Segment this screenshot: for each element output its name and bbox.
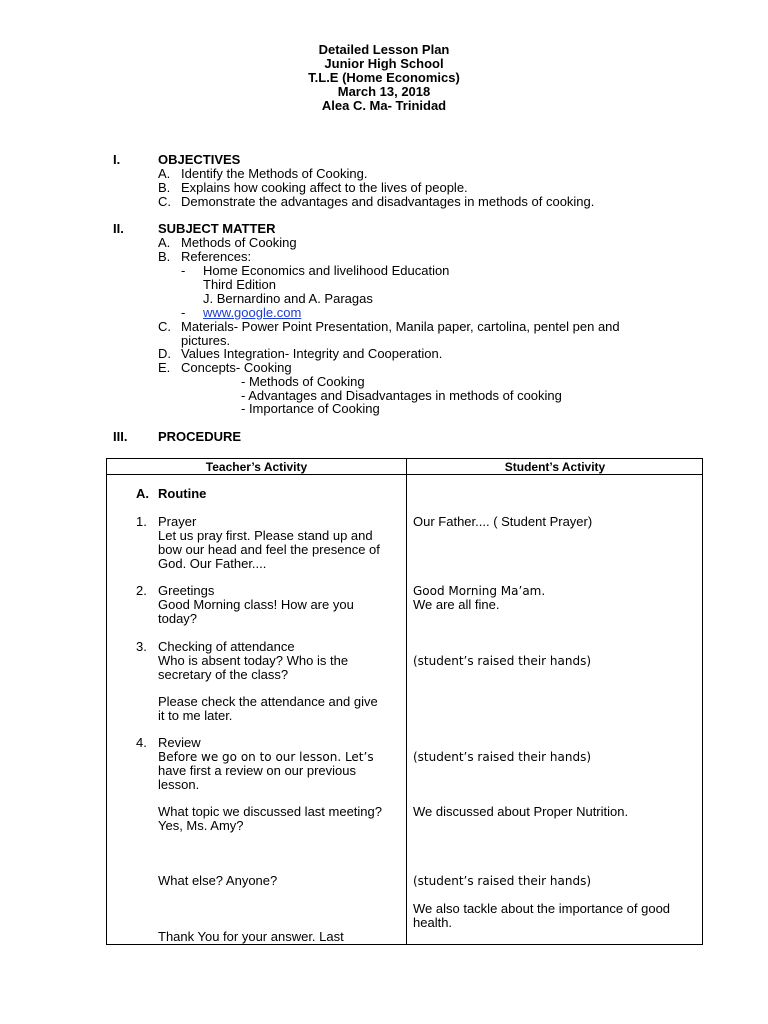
subject-matter-number: II. bbox=[113, 221, 124, 236]
header-divider bbox=[107, 474, 702, 475]
subject-matter-heading: SUBJECT MATTER bbox=[158, 221, 276, 236]
student-response: (student’s raised their hands) bbox=[413, 654, 592, 668]
teacher-text: lesson. bbox=[158, 777, 200, 792]
procedure-number: III. bbox=[113, 429, 128, 444]
concepts-text: Concepts- Cooking bbox=[181, 360, 292, 375]
reference-authors: J. Bernardino and A. Paragas bbox=[203, 291, 373, 306]
student-response: We are all fine. bbox=[413, 597, 500, 612]
reference-book-title: Home Economics and livelihood Education bbox=[203, 263, 450, 278]
step-number: 3. bbox=[136, 639, 147, 654]
prayer-title: Prayer bbox=[158, 514, 197, 529]
item-letter: A. bbox=[158, 235, 171, 250]
teacher-text: Yes, Ms. Amy? bbox=[158, 818, 244, 833]
procedure-table bbox=[106, 458, 703, 945]
concept-item: - Advantages and Disadvantages in methods of cooking bbox=[241, 388, 562, 403]
reference-edition: Third Edition bbox=[203, 277, 276, 292]
reference-link[interactable]: www.google.com bbox=[203, 305, 302, 320]
student-response: We discussed about Proper Nutrition. bbox=[413, 804, 629, 819]
topic-text: Methods of Cooking bbox=[181, 235, 297, 250]
reference-bullet: - bbox=[181, 263, 186, 278]
teacher-text: secretary of the class? bbox=[158, 667, 289, 682]
step-number: 4. bbox=[136, 735, 147, 750]
procedure-heading: PROCEDURE bbox=[158, 429, 242, 444]
objectives-heading: OBJECTIVES bbox=[158, 152, 241, 167]
document-header bbox=[0, 43, 768, 113]
student-activity-header: Student’s Activity bbox=[504, 460, 606, 474]
review-title: Review bbox=[158, 735, 201, 750]
teacher-text: What topic we discussed last meeting? bbox=[158, 804, 382, 819]
teacher-text: bow our head and feel the presence of bbox=[158, 542, 380, 557]
student-response: (student’s raised their hands) bbox=[413, 874, 592, 888]
attendance-title: Checking of attendance bbox=[158, 639, 295, 654]
school-level: Junior High School bbox=[324, 56, 444, 71]
teacher-text: Who is absent today? Who is the bbox=[158, 653, 349, 668]
objective-item: Identify the Methods of Cooking. bbox=[181, 166, 368, 181]
document-title: Detailed Lesson Plan bbox=[318, 42, 450, 57]
teacher-text: Please check the attendance and give bbox=[158, 694, 378, 709]
values-text: Values Integration- Integrity and Cooperation. bbox=[181, 346, 443, 361]
teacher-text: Let us pray first. Please stand up and bbox=[158, 528, 373, 543]
routine-heading: Routine bbox=[158, 486, 207, 501]
objective-item: Demonstrate the advantages and disadvantages in methods of cooking. bbox=[181, 194, 595, 209]
student-response: health. bbox=[413, 915, 453, 930]
student-response: (student’s raised their hands) bbox=[413, 750, 592, 764]
concept-item: - Importance of Cooking bbox=[241, 401, 380, 416]
item-letter: B. bbox=[158, 249, 171, 264]
teacher-text: What else? Anyone? bbox=[158, 873, 278, 888]
teacher-text: Good Morning class! How are you bbox=[158, 597, 354, 612]
teacher-name: Alea C. Ma- Trinidad bbox=[321, 98, 447, 113]
objective-item: Explains how cooking affect to the lives of people. bbox=[181, 180, 468, 195]
objective-letter: A. bbox=[158, 166, 171, 181]
item-letter: D. bbox=[158, 346, 171, 361]
concept-item: - Methods of Cooking bbox=[241, 374, 365, 389]
step-number: 1. bbox=[136, 514, 147, 529]
item-letter: E. bbox=[158, 360, 171, 375]
column-divider bbox=[406, 459, 407, 944]
item-letter: C. bbox=[158, 319, 171, 334]
teacher-text: God. Our Father.... bbox=[158, 556, 267, 571]
teacher-text: have first a review on our previous bbox=[158, 763, 356, 778]
teacher-text: today? bbox=[158, 611, 198, 626]
teacher-text: it to me later. bbox=[158, 708, 233, 723]
subject-name: T.L.E (Home Economics) bbox=[308, 70, 460, 85]
objective-letter: C. bbox=[158, 194, 171, 209]
greetings-title: Greetings bbox=[158, 583, 215, 598]
objectives-number: I. bbox=[113, 152, 121, 167]
teacher-activity-header: Teacher’s Activity bbox=[205, 460, 308, 474]
routine-letter: A. bbox=[136, 486, 149, 501]
teacher-text: Thank You for your answer. Last bbox=[158, 929, 344, 944]
teacher-text: Before we go on to our lesson. Let’s bbox=[158, 750, 374, 764]
lesson-date: March 13, 2018 bbox=[337, 84, 431, 99]
references-label: References: bbox=[181, 249, 252, 264]
student-response: We also tackle about the importance of good bbox=[413, 901, 671, 916]
student-response: Good Morning Ma’am. bbox=[413, 584, 546, 598]
reference-bullet: - bbox=[181, 305, 186, 320]
student-response: Our Father.... ( Student Prayer) bbox=[413, 514, 593, 529]
step-number: 2. bbox=[136, 583, 147, 598]
objective-letter: B. bbox=[158, 180, 171, 195]
materials-text-cont: pictures. bbox=[181, 333, 231, 348]
materials-text: Materials- Power Point Presentation, Manila paper, cartolina, pentel pen and bbox=[181, 319, 620, 334]
